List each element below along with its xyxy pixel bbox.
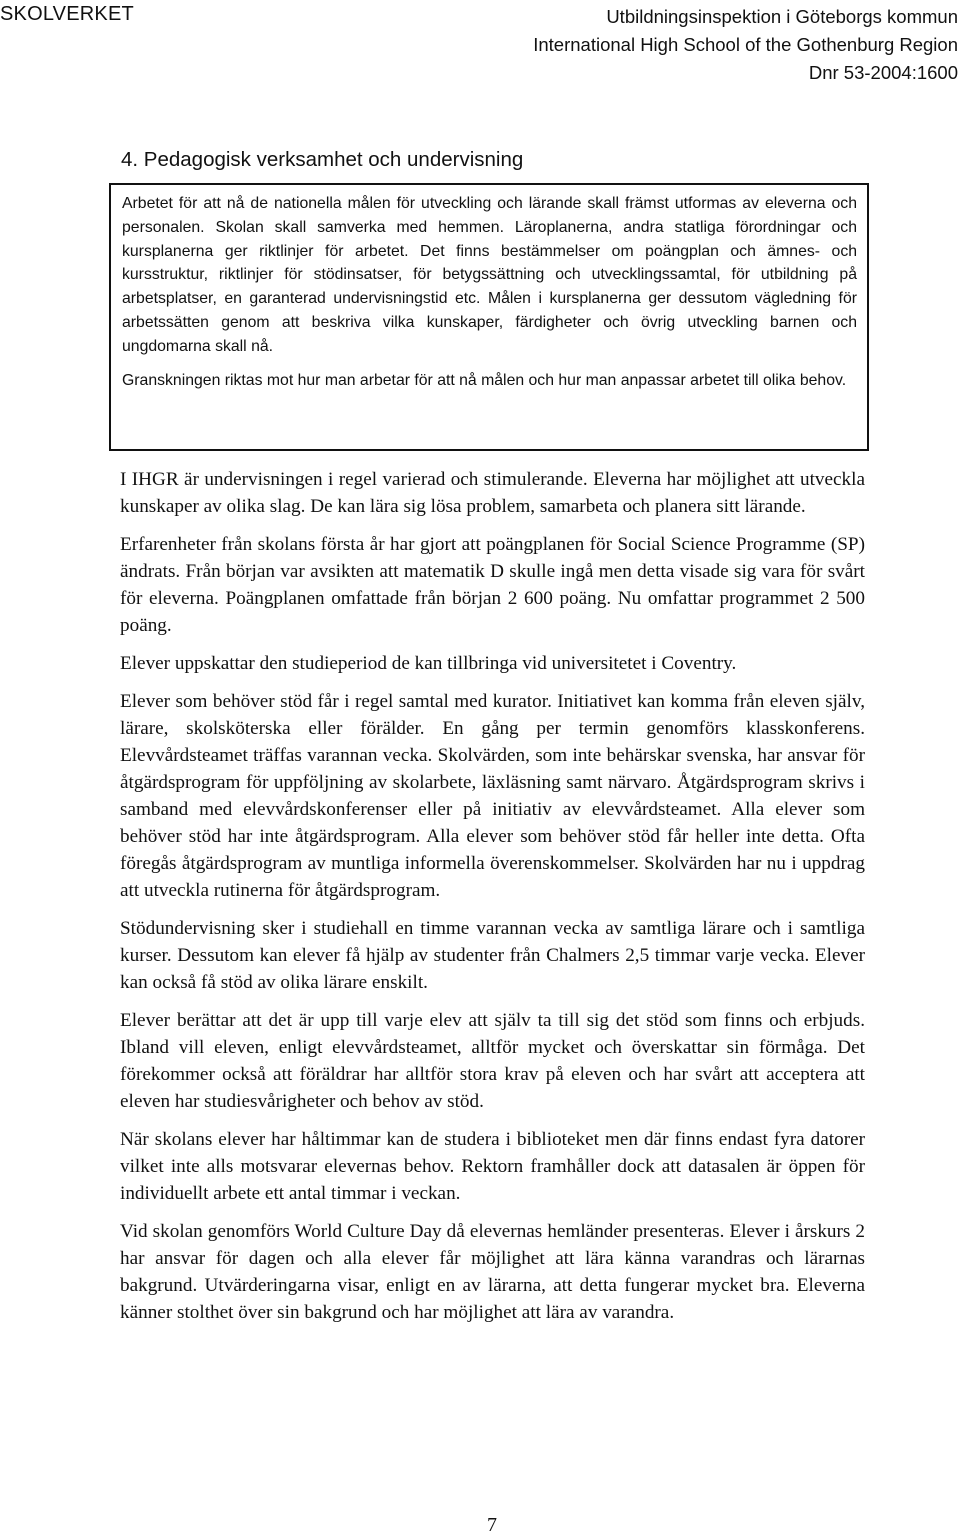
- body-paragraph: Elever berättar att det är upp till varje elev att själv ta till sig det stöd som finns och erbjuds. Ibland vill eleven, enligt elevvårdsteamet, alltför mycket och överskattar sin förmåga. Det förekommer också att föräldrar har alltför stora krav på eleven och har svårt att acceptera att eleven har studiesvårigheter och behov av stöd.: [120, 1010, 865, 1112]
- intro-box: [109, 183, 869, 451]
- header-organization: SKOLVERKET: [0, 3, 134, 25]
- body-paragraph: Erfarenheter från skolans första år har gjort att poängplanen för Social Science Programme (SP) ändrats. Från början var avsikten att matematik D skulle ingå men detta visade sig vara för svårt för eleverna. Poängplanen omfattade från början 2 600 poäng. Nu omfattar programmet 2 500 poäng.: [120, 534, 865, 636]
- body-text: [120, 466, 865, 1337]
- header-document-info: [438, 3, 958, 87]
- header-line-diary-number: Dnr 53-2004:1600: [808, 62, 958, 83]
- page-number: 7: [487, 1514, 497, 1536]
- body-paragraph: I IHGR är undervisningen i regel varierad och stimulerande. Eleverna har möjlighet att utveckla kunskaper av olika slag. De kan lära sig lösa problem, samarbeta och planera sitt lärande.: [120, 469, 865, 517]
- body-paragraph: Vid skolan genomförs World Culture Day då elevernas hemländer presenteras. Elever i årskurs 2 har ansvar för dagen och alla elever får möjlighet att lära känna varandras och lärarnas bakgrund. Utvärderingarna visar, enligt en av lärarna, att detta fungerar mycket bra. Eleverna känner stolthet över sin bakgrund och har möjlighet att lära av varandra.: [120, 1221, 865, 1323]
- section-title: 4. Pedagogisk verksamhet och undervisning: [121, 148, 524, 171]
- header-line-school: International High School of the Gothenburg Region: [533, 34, 958, 55]
- header-line-inspection: Utbildningsinspektion i Göteborgs kommun: [606, 6, 958, 27]
- body-paragraph: Elever som behöver stöd får i regel samtal med kurator. Initiativet kan komma från eleven själv, lärare, skolsköterska eller förälder. En gång per termin genomförs klasskonferens. Elevvårdsteamet träffas varannan vecka. Skolvärden, som inte behärskar svenska, har ansvar för åtgärdsprogram för uppföljning av skolarbete, läxläsning samt närvaro. Åtgärdsprogram skrivs i samband med elevvårdskonferenser eller på initiativ av elevvårdsteamet. Alla elever som behöver stöd har inte åtgärdsprogram. Alla elever som behöver stöd får heller inte detta. Ofta föregås åtgärdsprogram av muntliga informella överenskommelser. Skolvärden har nu i uppdrag att utveckla rutinerna för åtgärdsprogram.: [120, 691, 865, 901]
- intro-box-paragraph: Arbetet för att nå de nationella målen för utveckling och lärande skall främst utformas av eleverna och personalen. Skolan skall samverka med hemmen. Läroplanerna, andra statliga förordningar och kursplanerna ger riktlinjer för arbetet. Det finns bestämmelser om poängplan och ämnes- och kursstruktur, riktlinjer för stödinsatser, för betygssättning och utvecklingssamtal, för utbildning på arbetsplatser, en garanterad undervisningstid etc. Målen i kursplanerna ger dessutom vägledning för arbetssätten genom att beskriva vilka kunskaper, färdigheter och övrig utveckling barnen och ungdomarna skall nå.: [122, 195, 857, 355]
- body-paragraph: När skolans elever har håltimmar kan de studera i biblioteket men där finns endast fyra datorer vilket inte alls motsvarar elevernas behov. Rektorn framhåller dock att datasalen är öppen för individuellt arbete ett antal timmar i veckan.: [120, 1129, 865, 1204]
- body-paragraph: Stödundervisning sker i studiehall en timme varannan vecka av samtliga lärare och i samtliga kurser. Dessutom kan elever få hjälp av studenter från Chalmers 2,5 timmar varje vecka. Elever kan också få stöd av olika lärare enskilt.: [120, 918, 865, 993]
- body-paragraph: Elever uppskattar den studieperiod de kan tillbringa vid universitetet i Coventry.: [120, 653, 737, 674]
- intro-box-paragraph: Granskningen riktas mot hur man arbetar för att nå målen och hur man anpassar arbetet till olika behov.: [122, 371, 847, 389]
